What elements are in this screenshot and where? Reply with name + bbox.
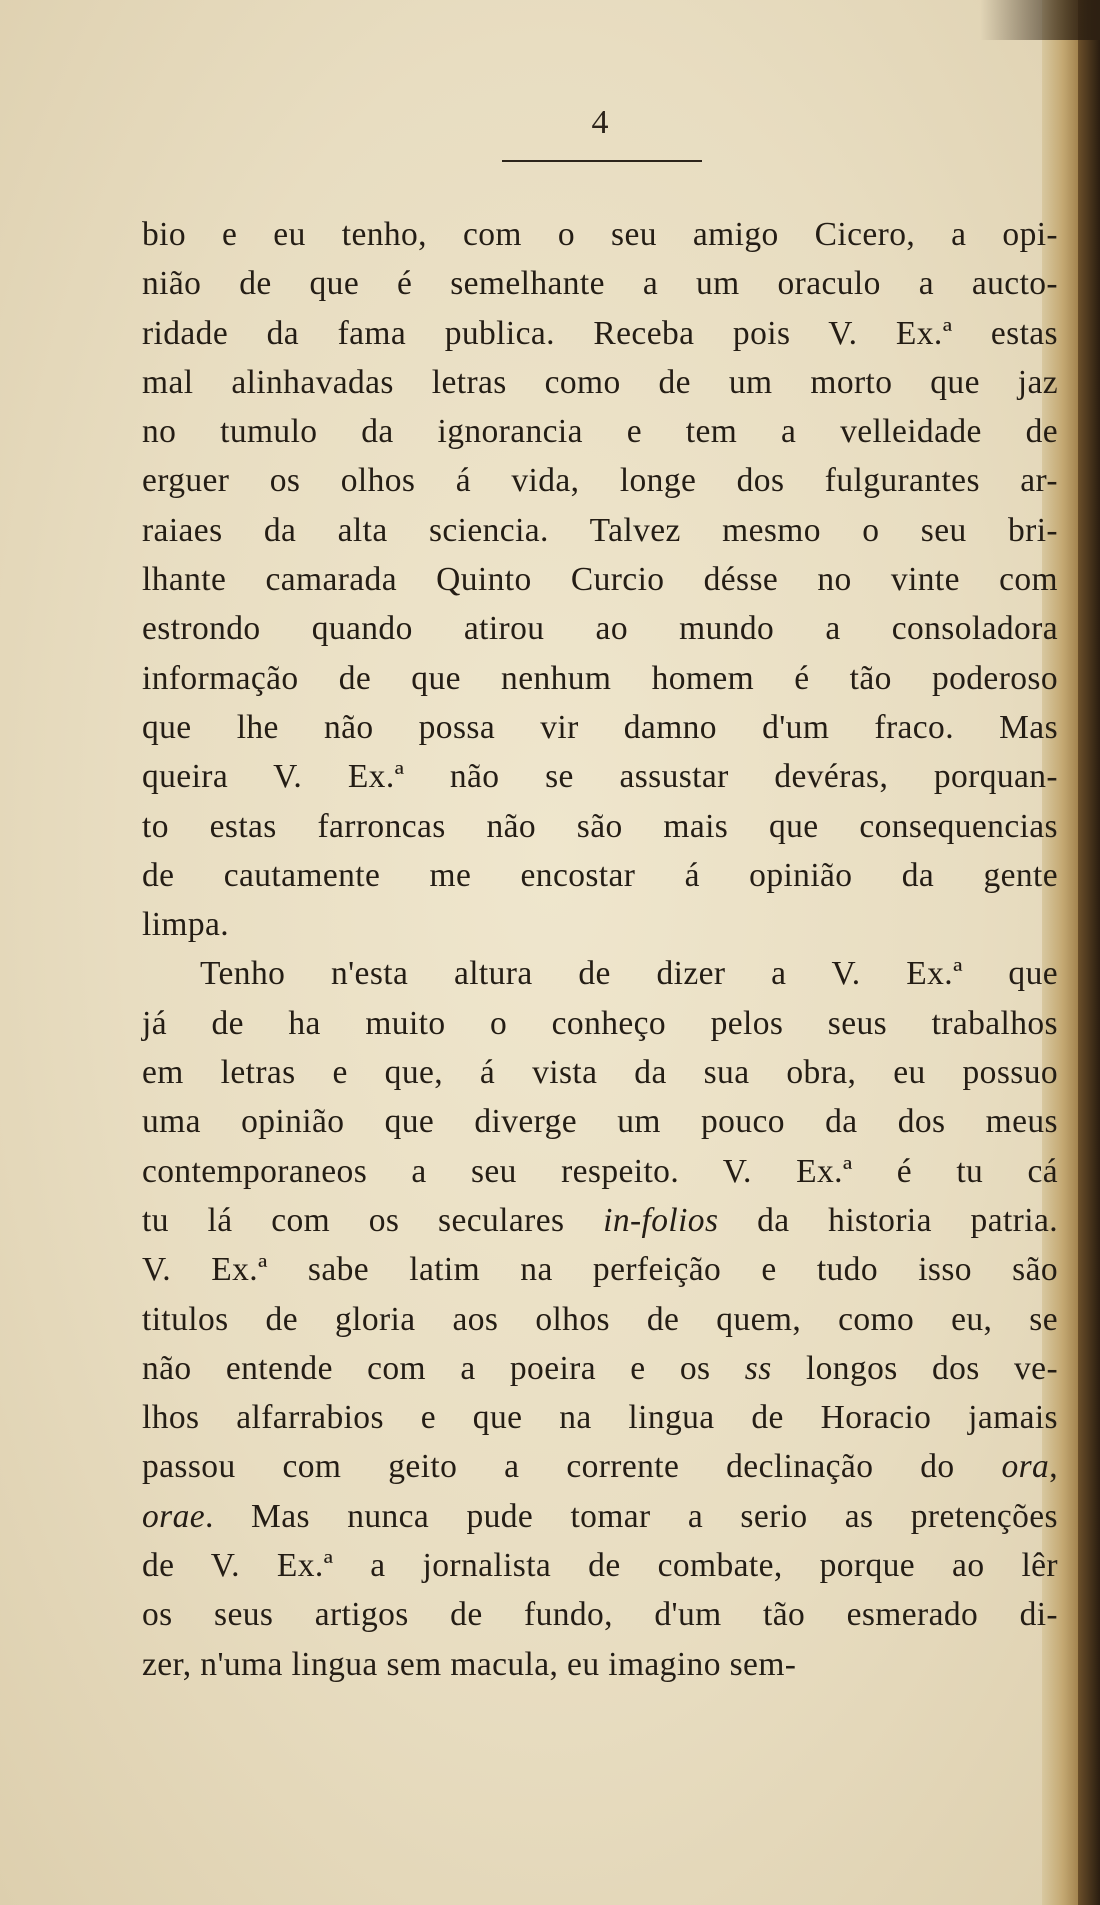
text-line <box>142 1097 1058 1146</box>
text-line <box>142 949 1058 998</box>
text-line <box>142 802 1058 851</box>
text-span: já de ha muito o conheço pelos seus trabalhos <box>142 1004 1058 1042</box>
text-line <box>142 752 1058 801</box>
paragraph <box>142 210 1058 949</box>
corner-shadow <box>980 0 1100 40</box>
text-span: no tumulo da ignorancia e tem a velleidade de <box>142 413 1058 451</box>
text-line <box>142 1344 1058 1393</box>
text-span: não entende com a poeira e os <box>142 1349 745 1387</box>
text-span: lhante camarada Quinto Curcio désse no vinte com <box>142 561 1058 599</box>
text-line <box>142 1196 1058 1245</box>
text-span: tu lá com os seculares <box>142 1201 604 1239</box>
text-line <box>142 654 1058 703</box>
text-line <box>142 1492 1058 1541</box>
italic-text: in-folios <box>603 1201 719 1239</box>
text-line <box>142 1590 1058 1639</box>
text-span: uma opinião que diverge um pouco da dos meus <box>142 1103 1058 1141</box>
text-line <box>142 1541 1058 1590</box>
text-line <box>142 851 1058 900</box>
text-span: erguer os olhos á vida, longe dos fulgurantes ar- <box>142 462 1058 500</box>
text-span: raiaes da alta sciencia. Talvez mesmo o seu bri- <box>142 511 1058 549</box>
text-span: da historia patria. <box>718 1201 1058 1239</box>
text-line <box>142 999 1058 1048</box>
text-line <box>142 604 1058 653</box>
text-line <box>142 1442 1058 1491</box>
text-span: nião de que é semelhante a um oraculo a aucto- <box>142 265 1058 303</box>
text-span: informação de que nenhum homem é tão poderoso <box>142 659 1058 697</box>
text-span: . Mas nunca pude tomar a serio as pretenções <box>205 1497 1058 1535</box>
text-line <box>142 555 1058 604</box>
text-span: V. Ex.ª sabe latim na perfeição e tudo isso são <box>142 1251 1058 1289</box>
header-rule <box>502 160 702 162</box>
text-line <box>142 900 1058 949</box>
body-text <box>142 210 1058 1689</box>
text-span: de cautamente me encostar á opinião da gente <box>142 856 1058 894</box>
text-span: zer, n'uma lingua sem macula, eu imagino sem- <box>142 1645 797 1683</box>
text-line <box>142 1147 1058 1196</box>
text-line <box>142 703 1058 752</box>
italic-text: ss <box>744 1349 772 1387</box>
text-span: titulos de gloria aos olhos de quem, como eu, se <box>142 1300 1058 1338</box>
text-line <box>142 506 1058 555</box>
text-span: bio e eu tenho, com o seu amigo Cicero, a opi- <box>142 216 1058 253</box>
paragraph <box>142 949 1058 1688</box>
text-line <box>142 456 1058 505</box>
text-line <box>142 259 1058 308</box>
page-number: 4 <box>591 104 609 141</box>
text-span: estrondo quando atirou ao mundo a consoladora <box>142 610 1058 648</box>
text-span: mal alinhavadas letras como de um morto que jaz <box>142 363 1058 401</box>
text-span: to estas farroncas não são mais que consequencias <box>142 807 1058 845</box>
text-line <box>142 358 1058 407</box>
text-line <box>142 407 1058 456</box>
text-span: de V. Ex.ª a jornalista de combate, porque ao lêr <box>142 1547 1058 1585</box>
text-span: limpa. <box>142 906 230 944</box>
text-line <box>142 1245 1058 1294</box>
text-span: que lhe não possa vir damno d'um fraco. Mas <box>142 708 1058 746</box>
text-span: os seus artigos de fundo, d'um tão esmerado di- <box>142 1596 1058 1634</box>
text-span: lhos alfarrabios e que na lingua de Horacio jamais <box>142 1399 1058 1437</box>
text-span: ridade da fama publica. Receba pois V. Ex.ª estas <box>142 314 1058 352</box>
text-span: Tenho n'esta altura de dizer a V. Ex.ª que <box>200 955 1058 993</box>
text-line <box>142 1393 1058 1442</box>
text-line <box>142 309 1058 358</box>
text-line <box>142 210 1058 259</box>
text-span: queira V. Ex.ª não se assustar devéras, porquan- <box>142 758 1058 796</box>
text-line <box>142 1048 1058 1097</box>
text-line <box>142 1295 1058 1344</box>
italic-text: ora <box>1001 1448 1050 1486</box>
text-span: longos dos ve- <box>771 1349 1059 1387</box>
text-span: passou com geito a corrente declinação do <box>142 1448 1002 1486</box>
book-binding-shadow <box>1078 0 1100 1905</box>
text-span: em letras e que, á vista da sua obra, eu possuo <box>142 1054 1058 1092</box>
text-span: contemporaneos a seu respeito. V. Ex.ª é tu cá <box>142 1152 1058 1190</box>
italic-text: orae <box>142 1497 206 1535</box>
text-line <box>142 1640 1058 1689</box>
text-span: , <box>1049 1448 1058 1486</box>
